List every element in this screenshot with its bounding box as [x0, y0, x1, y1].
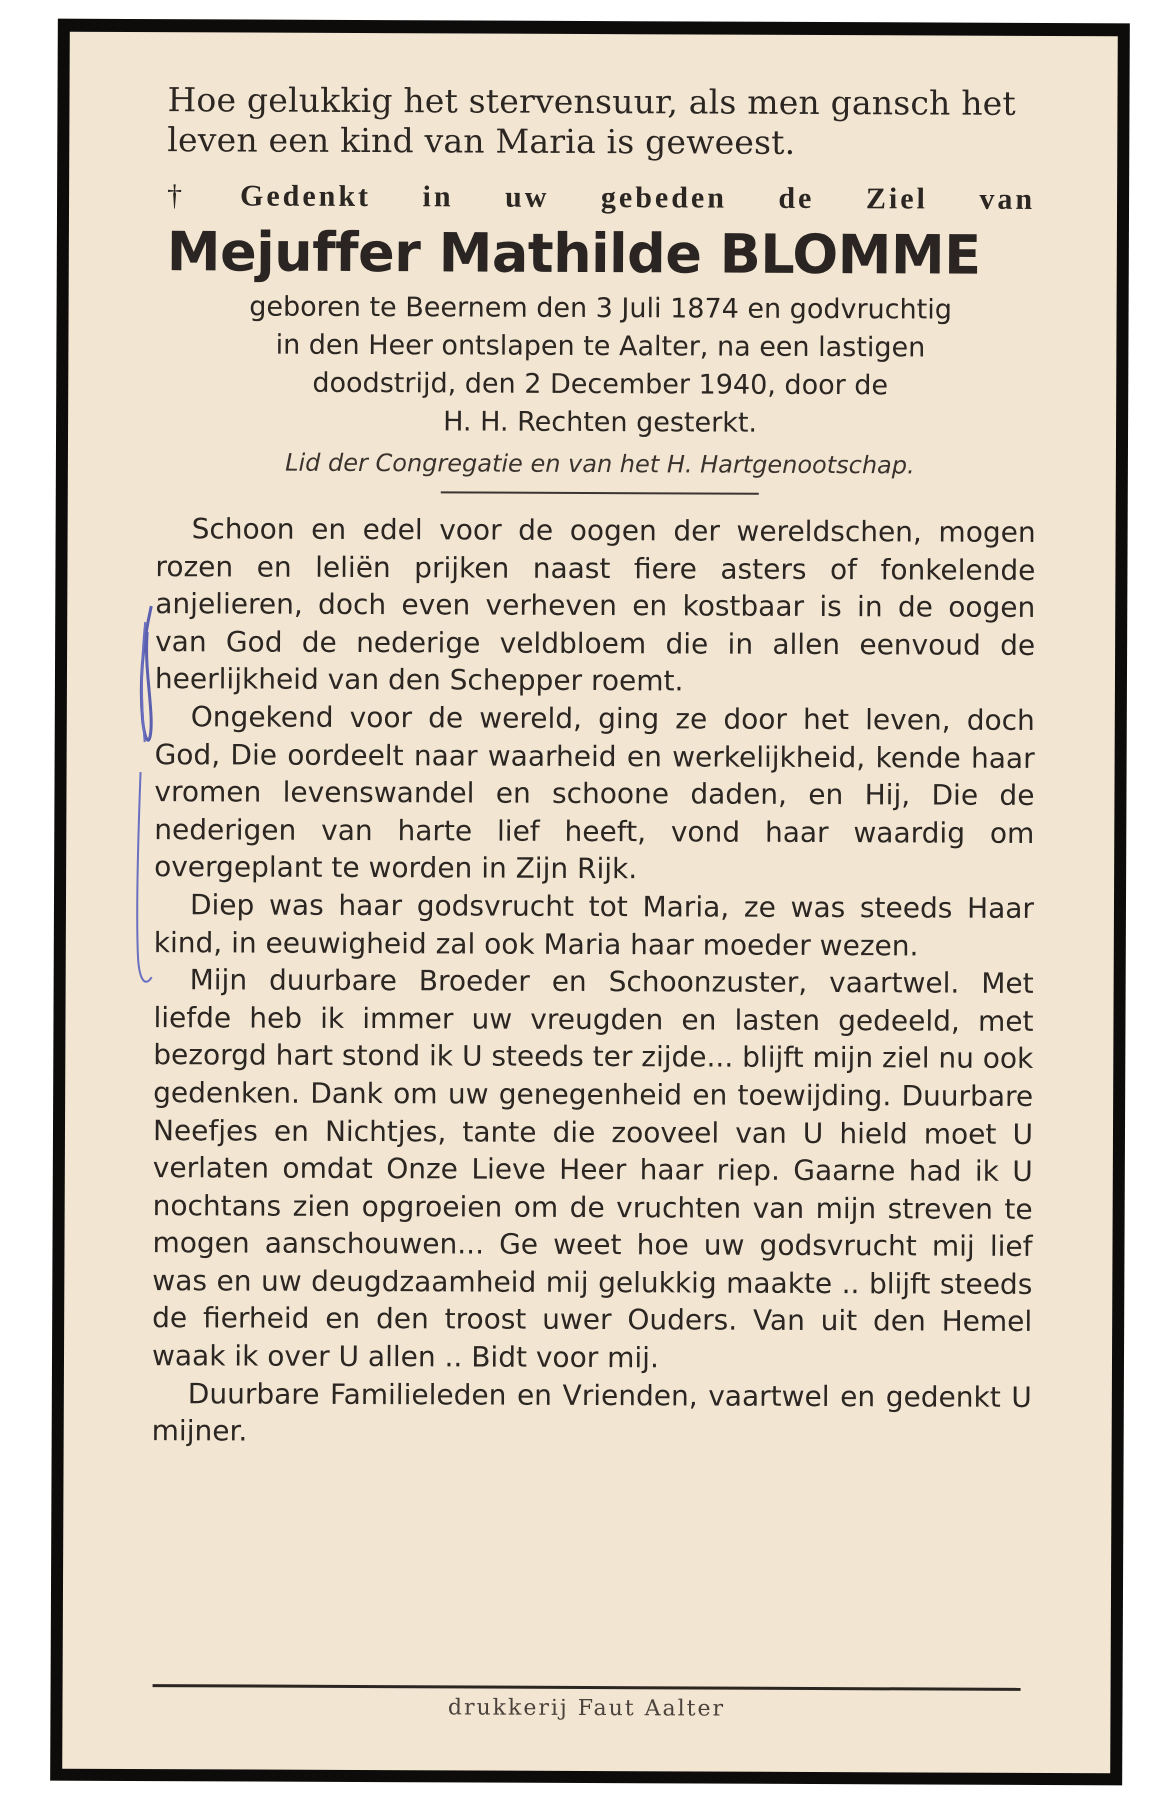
details-line: geboren te Beernem den 3 Juli 1874 en godvruchtig	[249, 291, 952, 326]
body-text	[152, 510, 1036, 1454]
paragraph: Schoon en edel voor de oogen der wereldschen, mogen rozen en leliën prijken naast fiere asters of fonkelende anjelieren, doch even verheven en kostbaar is in de oogen van God de nederige veldbloem die in allen eenvoud de heerlijkheid van den Schepper roemt.	[154, 512, 1036, 698]
birth-death-details	[166, 288, 1035, 444]
paragraph: Mijn duurbare Broeder en Schoonzuster, vaartwel. Met liefde heb ik immer uw vreugden en lasten gedeeld, met bezorgd hart stond ik U steeds ter zijde... blijft mijn ziel nu ook gedenken. Dank om uw genegenheid en toewijding. Duurbare Neefjes en Nichtjes, tante die zooveel van U hield moet U verlaten omdat Onze Lieve Heer haar riep. Gaarne had ik U nochtans zien opgroeien om de vruchten van mijn streven te mogen aanschouwen... Ge weet hoe uw godsvrucht mij lief was en uw deugdzaamheid mij gelukkig maakte .. blijft steeds de fierheid en den troost uwer Ouders. Van uit den Hemel waak ik over U allen .. Bidt voor mij.	[151, 963, 1034, 1375]
printer-credit: drukkerij Faut Aalter	[447, 1695, 726, 1722]
card-content	[151, 80, 1036, 1454]
paragraph: Ongekend voor de wereld, ging ze door het leven, doch God, Die oordeelt naar waarheid en werkelijkheid, kende haar vromen levenswandel en schoone daden, en Hij, Die de nederigen van harte lief heeft, vond haar waardig om overgeplant te worden in Zijn Rijk.	[154, 700, 1035, 886]
cross-icon: †	[167, 179, 227, 213]
motto-line-1: Hoe gelukkig het stervensuur, als men gansch het	[167, 80, 1016, 123]
deceased-name: Mejuffer Mathilde BLOMME	[166, 220, 981, 287]
paragraph: Diep was haar godsvrucht tot Maria, ze was steeds Haar kind, in eeuwigheid zal ook Maria haar moeder wezen.	[153, 888, 1035, 962]
details-line: H. H. Rechten gesterkt.	[443, 406, 758, 439]
paragraph: Duurbare Familieleden en Vrienden, vaartwel en gedenkt U mijner.	[151, 1376, 1032, 1448]
motto	[167, 80, 1035, 164]
remembrance-text: Gedenkt in uw gebeden de Ziel van	[240, 179, 1036, 216]
membership-line: Lid der Congregatie en van het H. Hartgenootschap.	[285, 448, 915, 480]
remembrance-heading	[167, 176, 1035, 220]
memorial-card	[50, 19, 1130, 1786]
divider	[441, 491, 759, 494]
motto-line-2: leven een kind van Maria is geweest.	[167, 120, 796, 162]
details-line: doodstrijd, den 2 December 1940, door de	[312, 367, 889, 402]
details-line: in den Heer ontslapen te Aalter, na een lastigen	[275, 329, 926, 364]
bottom-divider	[153, 1684, 1021, 1691]
card-paper	[62, 32, 1118, 1774]
